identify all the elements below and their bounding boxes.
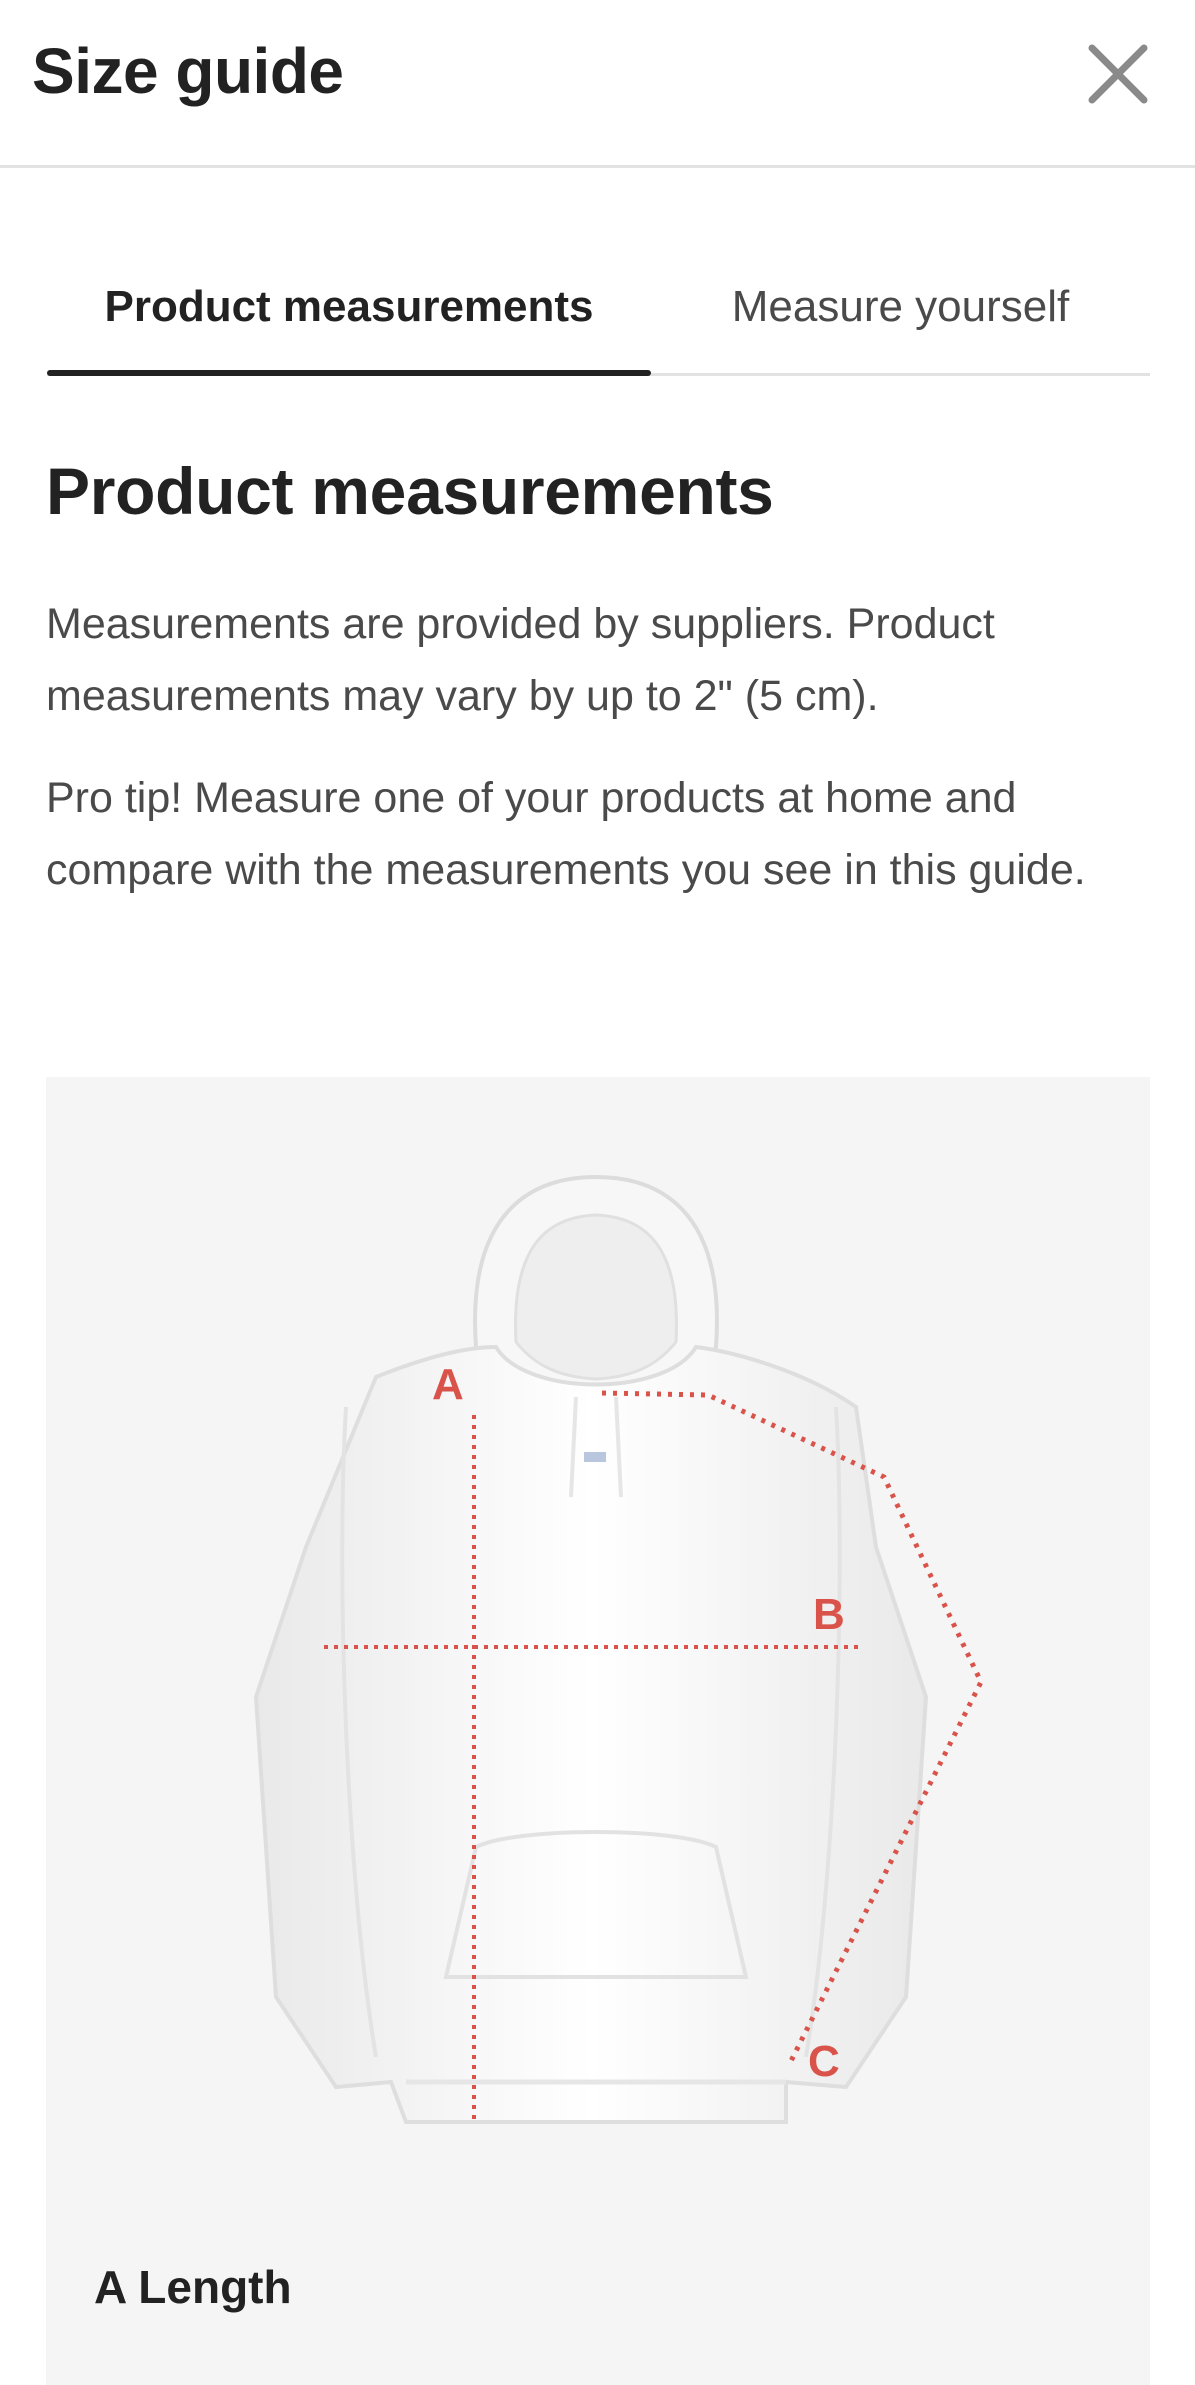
- close-button[interactable]: [1080, 36, 1156, 112]
- label-a: A: [432, 1360, 464, 1409]
- tab-product-measurements[interactable]: Product measurements: [47, 250, 651, 376]
- modal-header: [0, 0, 1195, 168]
- tab-bar: [47, 250, 1150, 376]
- hoodie-body: [256, 1347, 926, 2122]
- hoodie-illustration: [46, 1077, 1150, 2227]
- modal-title: Size guide: [32, 35, 344, 107]
- close-icon: [1080, 36, 1156, 112]
- section-title: Product measurements: [46, 454, 774, 528]
- measurement-caption: A Length: [94, 2261, 292, 2313]
- label-b: B: [813, 1590, 845, 1639]
- measurement-figure: [46, 1077, 1150, 2385]
- pro-tip-paragraph: Pro tip! Measure one of your products at home and compare with the measurements you see in this guide.: [46, 774, 1086, 894]
- tab-measure-yourself[interactable]: Measure yourself: [731, 282, 1070, 331]
- label-c: C: [808, 2037, 840, 2086]
- intro-paragraph: Measurements are provided by suppliers. Product measurements may vary by up to 2" (5 cm).: [46, 600, 995, 720]
